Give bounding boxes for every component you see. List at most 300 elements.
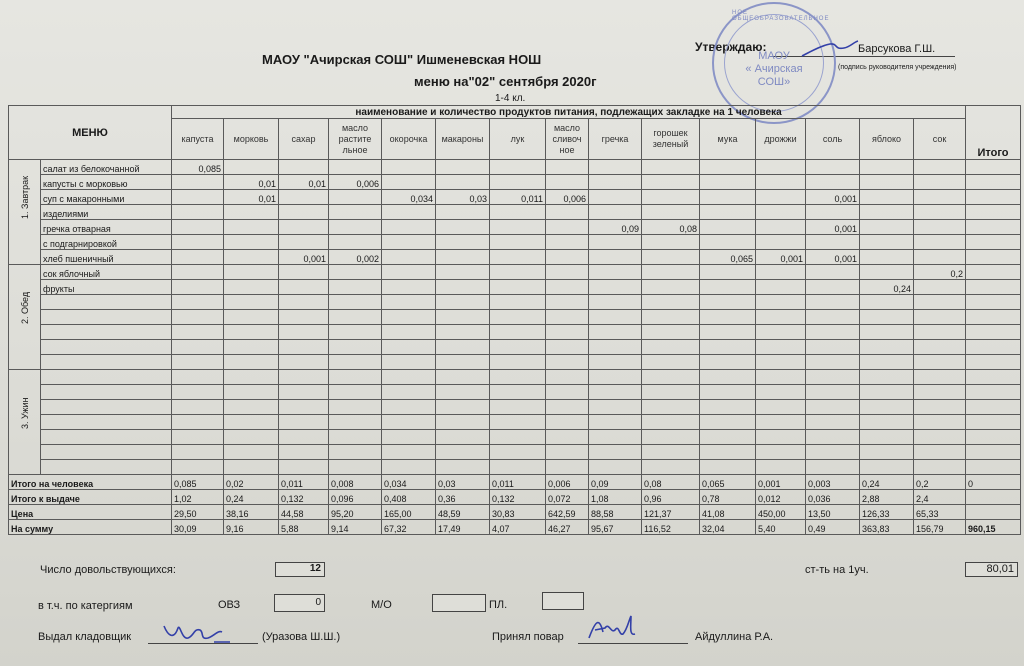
qty-cell bbox=[172, 460, 224, 475]
qty-cell bbox=[700, 355, 756, 370]
qty-cell bbox=[382, 385, 436, 400]
mo-value-box bbox=[432, 594, 486, 612]
totals-cell: 363,83 bbox=[860, 520, 914, 535]
qty-cell bbox=[806, 400, 860, 415]
pl-label: ПЛ. bbox=[489, 599, 508, 611]
qty-cell bbox=[806, 445, 860, 460]
qty-cell bbox=[490, 430, 546, 445]
qty-cell bbox=[329, 280, 382, 295]
qty-cell bbox=[436, 340, 490, 355]
qty-cell bbox=[279, 445, 329, 460]
qty-cell bbox=[756, 235, 806, 250]
qty-cell bbox=[806, 430, 860, 445]
table-row bbox=[9, 385, 1021, 400]
dish-name: сок яблочный bbox=[41, 265, 172, 280]
qty-cell: 0,01 bbox=[224, 175, 279, 190]
ovz-value: 0 bbox=[274, 594, 325, 612]
qty-cell bbox=[756, 265, 806, 280]
product-header: сахар bbox=[279, 119, 329, 160]
qty-cell bbox=[700, 310, 756, 325]
qty-cell bbox=[914, 220, 966, 235]
qty-cell: 0,2 bbox=[914, 265, 966, 280]
table-row bbox=[9, 430, 1021, 445]
qty-cell: 0,03 bbox=[436, 190, 490, 205]
qty-cell bbox=[436, 235, 490, 250]
row-total-cell bbox=[966, 280, 1021, 295]
qty-cell bbox=[860, 310, 914, 325]
qty-cell bbox=[224, 310, 279, 325]
cost-value: 80,01 bbox=[965, 562, 1018, 577]
qty-cell bbox=[860, 220, 914, 235]
qty-cell bbox=[642, 205, 700, 220]
qty-cell bbox=[329, 190, 382, 205]
pl-value-box bbox=[542, 592, 584, 610]
qty-cell bbox=[914, 160, 966, 175]
totals-label: Итого на человека bbox=[9, 475, 172, 490]
table-row bbox=[9, 370, 1021, 385]
qty-cell: 0,006 bbox=[329, 175, 382, 190]
qty-cell: 0,034 bbox=[382, 190, 436, 205]
totals-cell: 30,83 bbox=[490, 505, 546, 520]
menu-header: МЕНЮ bbox=[9, 106, 172, 160]
qty-cell bbox=[329, 325, 382, 340]
qty-cell bbox=[642, 250, 700, 265]
qty-cell bbox=[860, 355, 914, 370]
qty-cell bbox=[382, 175, 436, 190]
qty-cell bbox=[172, 295, 224, 310]
section-label: 1. Завтрак bbox=[9, 160, 41, 265]
qty-cell bbox=[490, 250, 546, 265]
qty-cell bbox=[436, 370, 490, 385]
qty-cell bbox=[279, 265, 329, 280]
qty-cell bbox=[329, 415, 382, 430]
qty-cell: 0,001 bbox=[279, 250, 329, 265]
qty-cell bbox=[546, 400, 589, 415]
totals-cell: 165,00 bbox=[382, 505, 436, 520]
dish-name: гречка отварная bbox=[41, 220, 172, 235]
qty-cell bbox=[700, 190, 756, 205]
qty-cell bbox=[490, 160, 546, 175]
totals-cell: 9,16 bbox=[224, 520, 279, 535]
row-total-cell bbox=[966, 400, 1021, 415]
qty-cell bbox=[589, 460, 642, 475]
qty-cell bbox=[172, 370, 224, 385]
qty-cell bbox=[642, 280, 700, 295]
qty-cell bbox=[172, 175, 224, 190]
qty-cell bbox=[490, 295, 546, 310]
row-total-cell bbox=[966, 220, 1021, 235]
qty-cell bbox=[224, 400, 279, 415]
table-row bbox=[9, 190, 1021, 205]
qty-cell bbox=[914, 445, 966, 460]
qty-cell bbox=[546, 310, 589, 325]
qty-cell bbox=[756, 310, 806, 325]
row-total-cell bbox=[966, 235, 1021, 250]
qty-cell bbox=[490, 205, 546, 220]
qty-cell bbox=[642, 355, 700, 370]
product-header: макароны bbox=[436, 119, 490, 160]
qty-cell: 0,01 bbox=[279, 175, 329, 190]
qty-cell bbox=[279, 385, 329, 400]
qty-cell bbox=[546, 205, 589, 220]
table-row bbox=[9, 445, 1021, 460]
product-header: соль bbox=[806, 119, 860, 160]
qty-cell bbox=[914, 340, 966, 355]
qty-cell bbox=[589, 235, 642, 250]
qty-cell bbox=[589, 190, 642, 205]
qty-cell: 0,01 bbox=[224, 190, 279, 205]
qty-cell bbox=[436, 460, 490, 475]
qty-cell bbox=[172, 400, 224, 415]
qty-cell bbox=[546, 430, 589, 445]
totals-cell: 0,006 bbox=[546, 475, 589, 490]
table-row bbox=[9, 265, 1021, 280]
qty-cell bbox=[329, 265, 382, 280]
product-header: капуста bbox=[172, 119, 224, 160]
qty-cell bbox=[914, 175, 966, 190]
qty-cell bbox=[329, 400, 382, 415]
qty-cell bbox=[382, 295, 436, 310]
qty-cell bbox=[279, 190, 329, 205]
totals-cell: 2,88 bbox=[860, 490, 914, 505]
qty-cell bbox=[589, 355, 642, 370]
approver-caption: (подпись руководителя учреждения) bbox=[838, 64, 957, 71]
qty-cell bbox=[589, 430, 642, 445]
qty-cell bbox=[756, 430, 806, 445]
totals-cell: 450,00 bbox=[756, 505, 806, 520]
qty-cell bbox=[329, 460, 382, 475]
totals-label: На сумму bbox=[9, 520, 172, 535]
qty-cell: 0,065 bbox=[700, 250, 756, 265]
qty-cell bbox=[806, 460, 860, 475]
qty-cell bbox=[860, 340, 914, 355]
qty-cell bbox=[589, 280, 642, 295]
qty-cell bbox=[700, 415, 756, 430]
qty-cell bbox=[382, 340, 436, 355]
qty-cell bbox=[490, 265, 546, 280]
qty-cell bbox=[172, 415, 224, 430]
qty-cell: 0,006 bbox=[546, 190, 589, 205]
row-total-cell bbox=[966, 190, 1021, 205]
totals-cell: 5,88 bbox=[279, 520, 329, 535]
totals-cell: 0,008 bbox=[329, 475, 382, 490]
qty-cell bbox=[490, 385, 546, 400]
qty-cell bbox=[642, 415, 700, 430]
grand-total-cell: 0 bbox=[966, 475, 1021, 490]
totals-cell: 5,40 bbox=[756, 520, 806, 535]
qty-cell bbox=[490, 355, 546, 370]
row-total-cell bbox=[966, 250, 1021, 265]
qty-cell bbox=[756, 295, 806, 310]
qty-cell bbox=[329, 370, 382, 385]
qty-cell: 0,08 bbox=[642, 220, 700, 235]
qty-cell bbox=[806, 385, 860, 400]
dish-name bbox=[41, 445, 172, 460]
qty-cell bbox=[382, 460, 436, 475]
qty-cell bbox=[700, 340, 756, 355]
qty-cell bbox=[642, 445, 700, 460]
totals-cell: 0,24 bbox=[224, 490, 279, 505]
qty-cell bbox=[700, 400, 756, 415]
product-header: сок bbox=[914, 119, 966, 160]
qty-cell bbox=[589, 325, 642, 340]
issued-label: Выдал кладовщик bbox=[38, 631, 132, 643]
qty-cell bbox=[589, 175, 642, 190]
qty-cell bbox=[382, 220, 436, 235]
qty-cell bbox=[436, 355, 490, 370]
qty-cell bbox=[546, 355, 589, 370]
qty-cell bbox=[172, 280, 224, 295]
qty-cell bbox=[914, 370, 966, 385]
qty-cell bbox=[329, 205, 382, 220]
table-row bbox=[9, 310, 1021, 325]
product-header: масло растите льное bbox=[329, 119, 382, 160]
qty-cell bbox=[546, 415, 589, 430]
qty-cell bbox=[224, 430, 279, 445]
qty-cell bbox=[279, 205, 329, 220]
qty-cell bbox=[490, 400, 546, 415]
dish-name: фрукты bbox=[41, 280, 172, 295]
qty-cell bbox=[756, 220, 806, 235]
qty-cell bbox=[382, 280, 436, 295]
qty-cell bbox=[279, 340, 329, 355]
qty-cell bbox=[224, 220, 279, 235]
row-total-cell bbox=[966, 370, 1021, 385]
qty-cell bbox=[806, 325, 860, 340]
qty-cell bbox=[700, 265, 756, 280]
qty-cell bbox=[224, 385, 279, 400]
qty-cell bbox=[860, 400, 914, 415]
qty-cell bbox=[642, 430, 700, 445]
totals-cell: 29,50 bbox=[172, 505, 224, 520]
qty-cell bbox=[700, 430, 756, 445]
table-row bbox=[9, 295, 1021, 310]
grand-total-cell bbox=[966, 490, 1021, 505]
row-total-cell bbox=[966, 160, 1021, 175]
row-total-cell bbox=[966, 265, 1021, 280]
qty-cell bbox=[860, 205, 914, 220]
qty-cell bbox=[329, 355, 382, 370]
qty-cell bbox=[436, 160, 490, 175]
totals-cell: 65,33 bbox=[914, 505, 966, 520]
grade-label: 1-4 кл. bbox=[495, 93, 526, 104]
cost-label: ст-ть на 1уч. bbox=[805, 564, 869, 576]
qty-cell bbox=[589, 310, 642, 325]
qty-cell bbox=[756, 190, 806, 205]
qty-cell bbox=[860, 385, 914, 400]
totals-cell: 0,034 bbox=[382, 475, 436, 490]
qty-cell bbox=[860, 370, 914, 385]
qty-cell bbox=[860, 445, 914, 460]
qty-cell bbox=[279, 430, 329, 445]
totals-cell: 32,04 bbox=[700, 520, 756, 535]
qty-cell bbox=[436, 325, 490, 340]
totals-row bbox=[9, 520, 1021, 535]
qty-cell bbox=[860, 430, 914, 445]
qty-cell bbox=[860, 415, 914, 430]
qty-cell bbox=[329, 295, 382, 310]
stamp-seal: НОЕ ОБЩЕОБРАЗОВАТЕЛЬНОЕ МАОУ « Ачирская СОШ» bbox=[712, 2, 836, 124]
qty-cell bbox=[279, 460, 329, 475]
totals-cell: 642,59 bbox=[546, 505, 589, 520]
totals-row bbox=[9, 490, 1021, 505]
qty-cell: 0,24 bbox=[860, 280, 914, 295]
qty-cell bbox=[329, 340, 382, 355]
qty-cell bbox=[279, 160, 329, 175]
qty-cell bbox=[700, 295, 756, 310]
qty-cell bbox=[382, 310, 436, 325]
qty-cell bbox=[546, 175, 589, 190]
approve-label: Утверждаю: bbox=[695, 40, 767, 54]
qty-cell bbox=[756, 385, 806, 400]
approver-signature-icon bbox=[800, 38, 860, 60]
totals-cell: 0,49 bbox=[806, 520, 860, 535]
qty-cell bbox=[172, 190, 224, 205]
qty-cell bbox=[279, 295, 329, 310]
totals-cell: 0,24 bbox=[860, 475, 914, 490]
qty-cell bbox=[279, 280, 329, 295]
qty-cell bbox=[224, 265, 279, 280]
row-total-cell bbox=[966, 355, 1021, 370]
qty-cell bbox=[756, 355, 806, 370]
qty-cell bbox=[382, 160, 436, 175]
totals-cell: 0,096 bbox=[329, 490, 382, 505]
qty-cell bbox=[914, 325, 966, 340]
qty-cell bbox=[589, 250, 642, 265]
qty-cell bbox=[490, 460, 546, 475]
totals-cell: 116,52 bbox=[642, 520, 700, 535]
qty-cell bbox=[224, 280, 279, 295]
totals-cell: 0,36 bbox=[436, 490, 490, 505]
qty-cell bbox=[172, 310, 224, 325]
qty-cell bbox=[914, 310, 966, 325]
qty-cell bbox=[914, 385, 966, 400]
qty-cell bbox=[224, 355, 279, 370]
totals-cell: 1,02 bbox=[172, 490, 224, 505]
qty-cell bbox=[490, 445, 546, 460]
qty-cell bbox=[490, 235, 546, 250]
qty-cell bbox=[589, 445, 642, 460]
qty-cell bbox=[546, 250, 589, 265]
qty-cell bbox=[279, 355, 329, 370]
dish-name bbox=[41, 325, 172, 340]
qty-cell bbox=[642, 400, 700, 415]
totals-cell: 13,50 bbox=[806, 505, 860, 520]
totals-cell: 4,07 bbox=[490, 520, 546, 535]
qty-cell bbox=[860, 295, 914, 310]
qty-cell bbox=[756, 280, 806, 295]
totals-cell: 0,012 bbox=[756, 490, 806, 505]
qty-cell bbox=[224, 340, 279, 355]
qty-cell bbox=[806, 310, 860, 325]
totals-cell: 0,132 bbox=[279, 490, 329, 505]
qty-cell bbox=[700, 370, 756, 385]
qty-cell bbox=[860, 325, 914, 340]
qty-cell bbox=[700, 445, 756, 460]
product-header: дрожжи bbox=[756, 119, 806, 160]
qty-cell bbox=[279, 325, 329, 340]
qty-cell bbox=[589, 205, 642, 220]
qty-cell bbox=[329, 235, 382, 250]
totals-cell: 1,08 bbox=[589, 490, 642, 505]
qty-cell bbox=[642, 325, 700, 340]
qty-cell bbox=[382, 325, 436, 340]
qty-cell bbox=[382, 400, 436, 415]
table-row bbox=[9, 340, 1021, 355]
qty-cell bbox=[700, 280, 756, 295]
qty-cell bbox=[224, 370, 279, 385]
qty-cell bbox=[224, 460, 279, 475]
dish-name bbox=[41, 415, 172, 430]
table-row bbox=[9, 280, 1021, 295]
qty-cell bbox=[914, 205, 966, 220]
qty-cell bbox=[756, 325, 806, 340]
qty-cell bbox=[329, 445, 382, 460]
qty-cell bbox=[490, 310, 546, 325]
row-total-cell bbox=[966, 430, 1021, 445]
totals-row bbox=[9, 475, 1021, 490]
qty-cell bbox=[914, 235, 966, 250]
qty-cell bbox=[279, 220, 329, 235]
totals-label: Цена bbox=[9, 505, 172, 520]
grand-total-cell bbox=[966, 505, 1021, 520]
qty-cell bbox=[546, 445, 589, 460]
qty-cell bbox=[589, 370, 642, 385]
table-row bbox=[9, 205, 1021, 220]
dish-name bbox=[41, 340, 172, 355]
totals-cell: 0,96 bbox=[642, 490, 700, 505]
qty-cell bbox=[224, 250, 279, 265]
totals-cell: 67,32 bbox=[382, 520, 436, 535]
qty-cell bbox=[172, 250, 224, 265]
qty-cell bbox=[700, 205, 756, 220]
row-total-cell bbox=[966, 175, 1021, 190]
qty-cell bbox=[756, 175, 806, 190]
product-header: масло сливоч ное bbox=[546, 119, 589, 160]
totals-cell: 44,58 bbox=[279, 505, 329, 520]
totals-cell: 0,011 bbox=[490, 475, 546, 490]
qty-cell bbox=[436, 430, 490, 445]
row-total-cell bbox=[966, 325, 1021, 340]
qty-cell bbox=[224, 160, 279, 175]
qty-cell bbox=[642, 235, 700, 250]
totals-cell: 0,001 bbox=[756, 475, 806, 490]
qty-cell bbox=[546, 370, 589, 385]
table-row bbox=[9, 235, 1021, 250]
dish-name: капусты с морковью bbox=[41, 175, 172, 190]
totals-cell: 88,58 bbox=[589, 505, 642, 520]
dish-name: суп с макаронными bbox=[41, 190, 172, 205]
qty-cell bbox=[279, 370, 329, 385]
qty-cell bbox=[382, 235, 436, 250]
qty-cell bbox=[914, 415, 966, 430]
qty-cell bbox=[700, 385, 756, 400]
qty-cell bbox=[700, 220, 756, 235]
qty-cell bbox=[279, 400, 329, 415]
qty-cell bbox=[224, 205, 279, 220]
qty-cell bbox=[642, 340, 700, 355]
qty-cell bbox=[436, 310, 490, 325]
qty-cell bbox=[546, 265, 589, 280]
totals-label: Итого к выдаче bbox=[9, 490, 172, 505]
qty-cell bbox=[642, 385, 700, 400]
qty-cell bbox=[382, 430, 436, 445]
qty-cell bbox=[589, 160, 642, 175]
totals-cell: 0,03 bbox=[436, 475, 490, 490]
qty-cell bbox=[756, 370, 806, 385]
dish-name bbox=[41, 400, 172, 415]
qty-cell bbox=[860, 250, 914, 265]
